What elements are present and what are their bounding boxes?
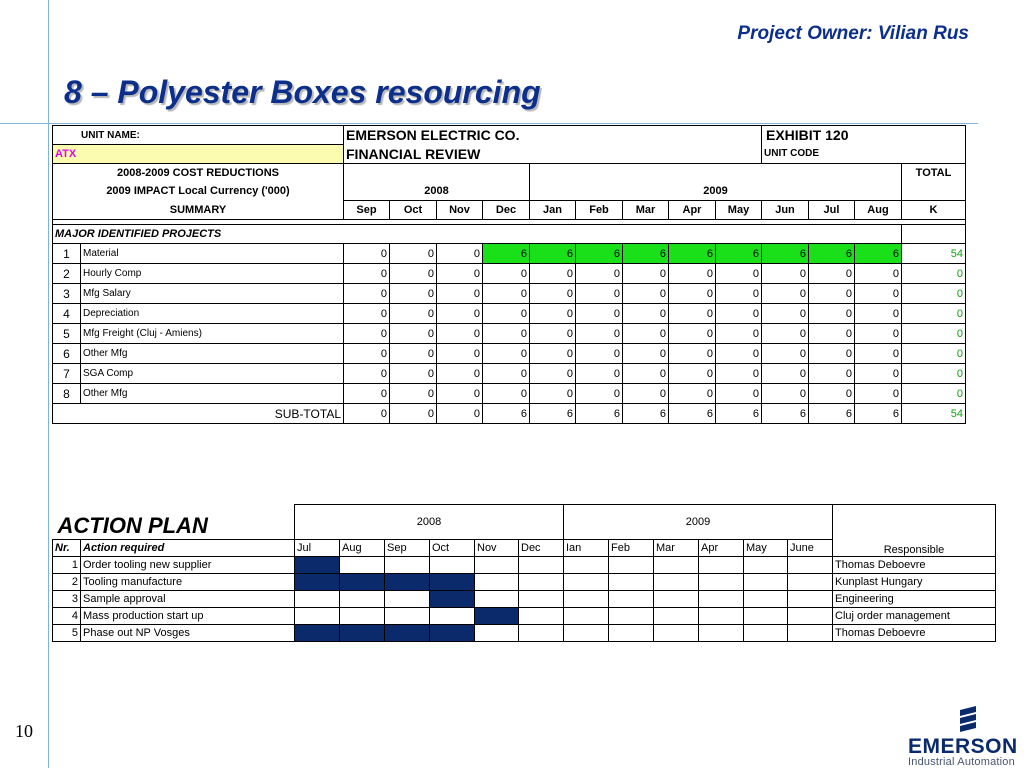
financial-review-label: FINANCIAL REVIEW [344,145,762,164]
row-value: 0 [809,304,855,324]
action-row [53,574,996,591]
section-label: MAJOR IDENTIFIED PROJECTS [53,225,902,244]
year-2008: 2008 [344,182,530,201]
gantt-cell-filled [430,625,475,642]
left-accent-line [48,0,49,768]
row-value: 0 [390,284,437,304]
row-value: 0 [437,324,483,344]
row-number: 6 [53,344,81,364]
subtotal-value: 6 [623,404,669,424]
gantt-cell [654,574,699,591]
row-number: 5 [53,324,81,344]
row-value: 0 [390,364,437,384]
row-value: 6 [855,244,902,264]
row-name: Hourly Comp [81,264,344,284]
gantt-cell [564,574,609,591]
row-total: 0 [902,324,966,344]
row-value: 0 [855,344,902,364]
row-value: 6 [809,244,855,264]
gantt-cell [699,625,744,642]
subtotal-value: 6 [669,404,716,424]
gantt-cell-filled [295,625,340,642]
project-row [53,384,966,404]
row-value: 0 [437,364,483,384]
gantt-cell [744,574,788,591]
unit-code-label: UNIT CODE [762,145,966,164]
row-value: 0 [483,324,530,344]
year-2009-spacer [530,164,902,183]
action-nr: 4 [53,608,81,625]
gantt-cell [519,591,564,608]
row-total: 54 [902,244,966,264]
unit-name-value: ATX [53,145,344,164]
gantt-cell [609,557,654,574]
row-total: 0 [902,364,966,384]
subtotal-value: 6 [855,404,902,424]
action-header: Action required [81,540,295,557]
row-value: 0 [623,264,669,284]
row-value: 0 [437,384,483,404]
ap-month-sep: Sep [385,540,430,557]
action-text: Phase out NP Vosges [81,625,295,642]
subtotal-value: 6 [809,404,855,424]
row-value: 0 [390,324,437,344]
row-value: 0 [437,344,483,364]
subtotal-total: 54 [902,404,966,424]
row-value: 0 [344,384,390,404]
gantt-cell [699,591,744,608]
row-value: 0 [530,264,576,284]
month-header-feb: Feb [576,201,623,220]
row-number: 2 [53,264,81,284]
action-responsible: Kunplast Hungary [833,574,996,591]
row-value: 6 [623,244,669,264]
row-name: Mfg Freight (Cluj - Amiens) [81,324,344,344]
gantt-cell [475,557,519,574]
row-value: 0 [716,284,762,304]
row-value: 0 [809,364,855,384]
page-number: 10 [15,721,33,741]
action-nr: 5 [53,625,81,642]
row-total: 0 [902,264,966,284]
row-name: Material [81,244,344,264]
action-nr: 2 [53,574,81,591]
row-value: 0 [530,324,576,344]
gantt-cell [788,591,833,608]
row-value: 0 [344,364,390,384]
row-name: Depreciation [81,304,344,324]
year-2009: 2009 [530,182,902,201]
row-value: 0 [623,364,669,384]
row-number: 1 [53,244,81,264]
row-value: 0 [669,364,716,384]
project-row [53,284,966,304]
row-value: 0 [390,244,437,264]
row-value: 6 [669,244,716,264]
row-name: Mfg Salary [81,284,344,304]
ap-month-may: May [744,540,788,557]
row-value: 0 [669,324,716,344]
row-value: 0 [762,364,809,384]
row-value: 0 [483,344,530,364]
row-value: 0 [437,244,483,264]
row-value: 0 [576,364,623,384]
month-header-jul: Jul [809,201,855,220]
project-row [53,364,966,384]
company-name: EMERSON ELECTRIC CO. [344,126,762,145]
gantt-cell [430,608,475,625]
gantt-cell [609,608,654,625]
row-value: 0 [483,364,530,384]
row-value: 0 [390,344,437,364]
gantt-cell [609,574,654,591]
row-value: 0 [762,344,809,364]
action-text: Mass production start up [81,608,295,625]
row-name: Other Mfg [81,384,344,404]
row-value: 0 [576,324,623,344]
row-value: 0 [669,284,716,304]
row-value: 0 [809,344,855,364]
ap-month-oct: Oct [430,540,475,557]
gantt-cell [788,557,833,574]
action-plan-title: ACTION PLAN [57,513,208,538]
gantt-cell [430,557,475,574]
project-row [53,304,966,324]
gantt-cell [564,625,609,642]
row-total: 0 [902,304,966,324]
row-value: 0 [762,264,809,284]
subtotal-value: 6 [716,404,762,424]
action-text: Order tooling new supplier [81,557,295,574]
action-row [53,625,996,642]
row-number: 7 [53,364,81,384]
month-header-mar: Mar [623,201,669,220]
row-value: 0 [762,304,809,324]
gantt-cell [609,591,654,608]
subtotal-value: 6 [576,404,623,424]
gantt-cell [564,557,609,574]
row-value: 0 [716,324,762,344]
row-value: 0 [530,284,576,304]
emerson-logo [904,706,1022,768]
month-header-jun: Jun [762,201,809,220]
row-value: 0 [576,304,623,324]
row-value: 0 [855,384,902,404]
row-value: 0 [855,284,902,304]
row-value: 0 [716,304,762,324]
ap-month-mar: Mar [654,540,699,557]
responsible-header: Responsible [833,505,996,557]
row-value: 6 [716,244,762,264]
row-value: 6 [483,244,530,264]
ap-month-dec: Dec [519,540,564,557]
action-nr: 1 [53,557,81,574]
row-value: 0 [623,344,669,364]
row-total: 0 [902,384,966,404]
unit-name-label: UNIT NAME: [53,126,344,145]
gantt-cell-filled [295,574,340,591]
month-header-aug: Aug [855,201,902,220]
action-responsible: Cluj order management [833,608,996,625]
row-value: 0 [530,364,576,384]
gantt-cell-filled [340,574,385,591]
row-value: 0 [344,324,390,344]
row-value: 0 [623,324,669,344]
action-row [53,608,996,625]
gantt-cell [699,574,744,591]
row-total: 0 [902,344,966,364]
row-value: 0 [437,284,483,304]
gantt-cell [788,574,833,591]
total-spacer [902,182,966,201]
month-header-dec: Dec [483,201,530,220]
action-row [53,591,996,608]
month-header-nov: Nov [437,201,483,220]
action-nr: 3 [53,591,81,608]
ap-month-aug: Aug [340,540,385,557]
row-value: 0 [530,344,576,364]
gantt-cell [519,574,564,591]
month-header-sep: Sep [344,201,390,220]
row-value: 0 [623,384,669,404]
gantt-cell [385,608,430,625]
row-value: 0 [390,264,437,284]
subtotal-value: 6 [483,404,530,424]
action-responsible: Thomas Deboevre [833,557,996,574]
gantt-cell [295,608,340,625]
project-row [53,324,966,344]
row-name: Other Mfg [81,344,344,364]
gantt-cell [340,557,385,574]
gantt-cell-filled [295,557,340,574]
month-header-oct: Oct [390,201,437,220]
month-header-may: May [716,201,762,220]
summary-line-3: SUMMARY [53,201,344,220]
ap-month-jul: Jul [295,540,340,557]
month-header-apr: Apr [669,201,716,220]
action-text: Sample approval [81,591,295,608]
gantt-cell [654,591,699,608]
subtotal-label: SUB-TOTAL [53,404,344,424]
gantt-cell [340,591,385,608]
gantt-cell [519,625,564,642]
gantt-cell [699,608,744,625]
gantt-cell [475,574,519,591]
month-header-jan: Jan [530,201,576,220]
row-value: 0 [669,344,716,364]
row-value: 0 [716,264,762,284]
row-value: 0 [344,344,390,364]
total-label: TOTAL [902,164,966,183]
ap-year-2008: 2008 [295,505,564,540]
exhibit-label: EXHIBIT 120 [762,126,966,145]
year-2008-spacer [344,164,530,183]
row-value: 0 [390,384,437,404]
subtotal-value: 0 [437,404,483,424]
gantt-cell-filled [475,608,519,625]
row-value: 0 [809,384,855,404]
slide-title: 8 – Polyester Boxes resourcing [64,74,541,110]
logo-name: EMERSON [908,735,1018,758]
row-value: 0 [483,304,530,324]
row-value: 0 [576,264,623,284]
gantt-cell [385,557,430,574]
gantt-cell [564,591,609,608]
action-responsible: Thomas Deboevre [833,625,996,642]
action-text: Tooling manufacture [81,574,295,591]
financial-review-table [52,125,966,424]
ap-month-apr: Apr [699,540,744,557]
row-value: 0 [576,384,623,404]
row-value: 0 [855,304,902,324]
gantt-cell [654,608,699,625]
ap-month-nov: Nov [475,540,519,557]
row-value: 0 [483,284,530,304]
row-value: 0 [762,384,809,404]
gantt-cell-filled [430,574,475,591]
emerson-logo-icon [958,706,978,734]
project-row [53,344,966,364]
row-value: 0 [809,264,855,284]
row-value: 0 [623,284,669,304]
row-number: 4 [53,304,81,324]
gantt-cell-filled [430,591,475,608]
row-value: 0 [390,304,437,324]
row-value: 0 [809,284,855,304]
ap-month-june: June [788,540,833,557]
row-number: 8 [53,384,81,404]
gantt-cell [385,591,430,608]
action-responsible: Engineering [833,591,996,608]
row-value: 0 [344,304,390,324]
row-value: 0 [855,324,902,344]
summary-line-2: 2009 IMPACT Local Currency ('000) [53,182,344,201]
gantt-cell [519,557,564,574]
row-value: 6 [762,244,809,264]
gantt-cell [788,608,833,625]
gantt-cell-filled [385,574,430,591]
row-value: 0 [483,264,530,284]
ap-month-ian: Ian [564,540,609,557]
row-value: 0 [762,284,809,304]
nr-header: Nr. [53,540,81,557]
logo-tagline: Industrial Automation [908,756,1015,768]
row-value: 0 [623,304,669,324]
gantt-cell [340,608,385,625]
gantt-cell [519,608,564,625]
gantt-cell [475,591,519,608]
row-value: 0 [809,324,855,344]
subtotal-value: 6 [530,404,576,424]
row-value: 0 [669,304,716,324]
subtotal-row [53,404,966,424]
row-value: 0 [437,304,483,324]
row-value: 0 [344,244,390,264]
gantt-cell-filled [385,625,430,642]
gantt-cell [654,557,699,574]
row-value: 0 [530,304,576,324]
total-unit: K [902,201,966,220]
row-value: 0 [855,364,902,384]
row-value: 0 [576,344,623,364]
project-row [53,244,966,264]
gantt-cell [699,557,744,574]
row-value: 0 [437,264,483,284]
row-value: 0 [344,284,390,304]
ap-year-2009: 2009 [564,505,833,540]
gantt-cell [744,625,788,642]
gantt-cell [609,625,654,642]
gantt-cell [744,608,788,625]
gantt-cell [744,591,788,608]
row-value: 0 [344,264,390,284]
project-owner: Project Owner: Vilian Rus [737,23,969,44]
row-value: 0 [762,324,809,344]
section-total-blank [902,225,966,244]
subtotal-value: 0 [390,404,437,424]
summary-line-1: 2008-2009 COST REDUCTIONS [53,164,344,183]
row-value: 6 [530,244,576,264]
row-value: 0 [669,384,716,404]
gantt-cell [295,591,340,608]
row-value: 0 [716,344,762,364]
row-value: 0 [483,384,530,404]
row-number: 3 [53,284,81,304]
row-value: 0 [855,264,902,284]
subtotal-value: 0 [344,404,390,424]
gantt-cell [744,557,788,574]
row-value: 0 [669,264,716,284]
row-name: SGA Comp [81,364,344,384]
project-row [53,264,966,284]
subtotal-value: 6 [762,404,809,424]
action-row [53,557,996,574]
row-value: 0 [716,364,762,384]
action-plan-table [52,504,996,642]
gantt-cell-filled [340,625,385,642]
ap-month-feb: Feb [609,540,654,557]
gantt-cell [788,625,833,642]
row-value: 6 [576,244,623,264]
row-value: 0 [716,384,762,404]
gantt-cell [564,608,609,625]
title-underline [0,123,978,124]
gantt-cell [475,625,519,642]
row-total: 0 [902,284,966,304]
gantt-cell [654,625,699,642]
row-value: 0 [576,284,623,304]
row-value: 0 [530,384,576,404]
